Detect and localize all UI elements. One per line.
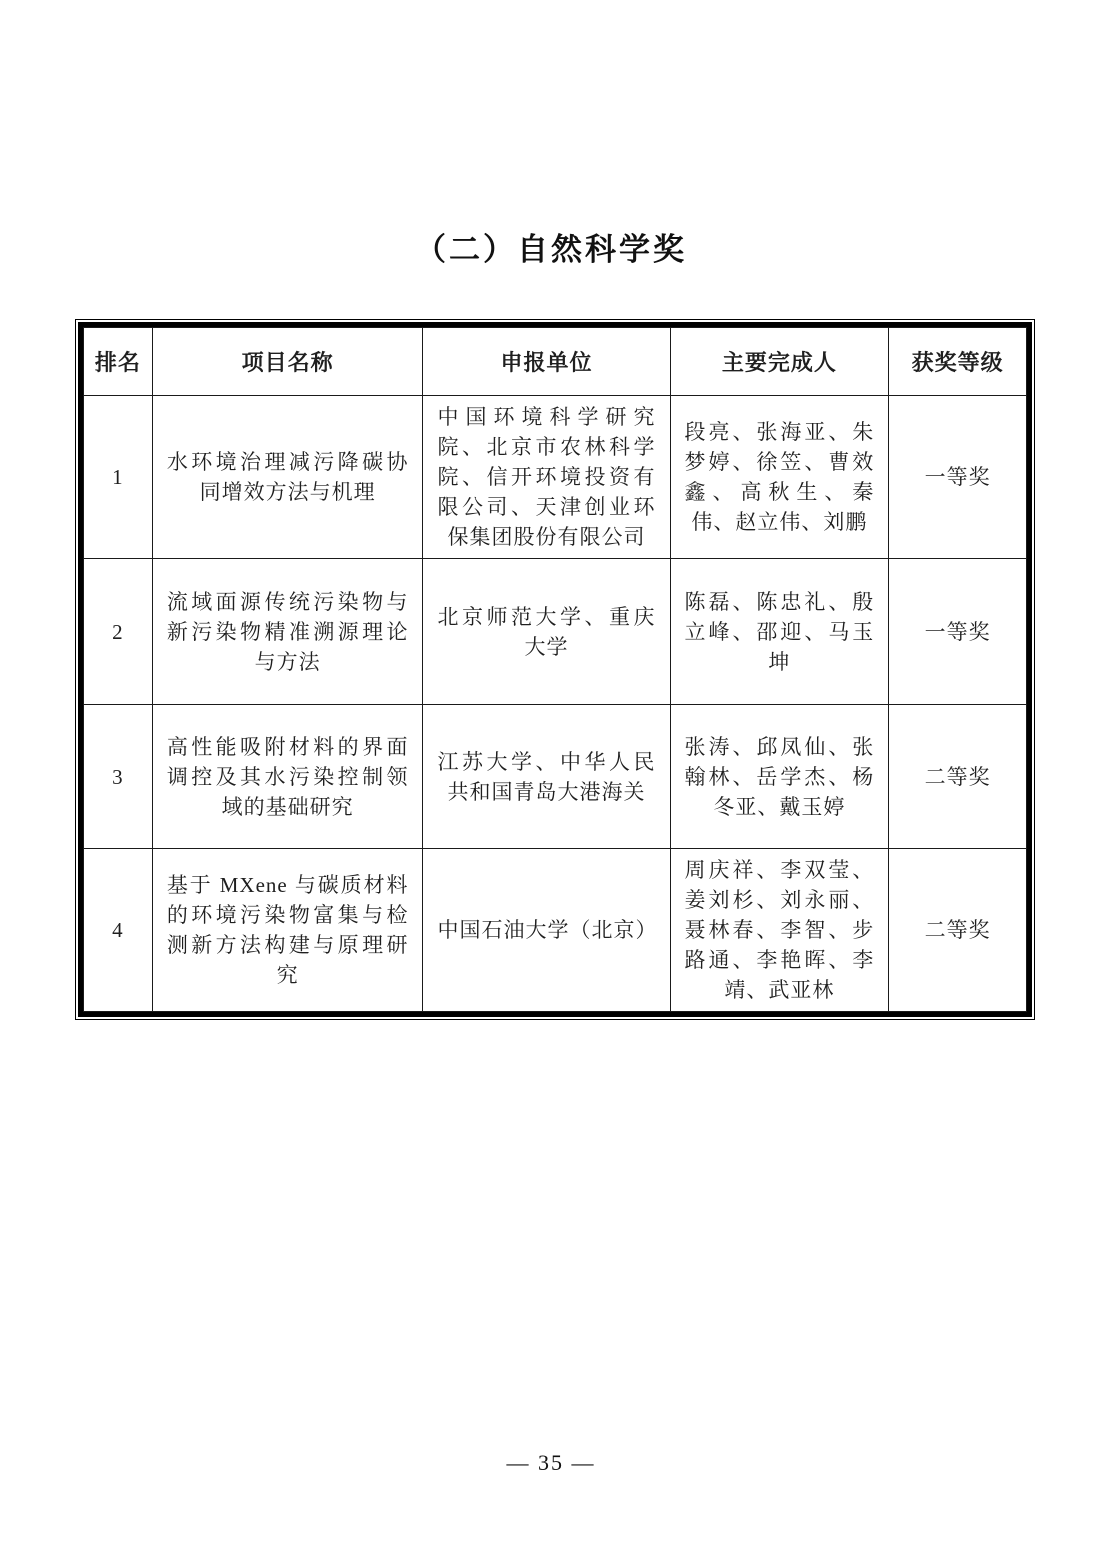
cell-people: 陈磊、陈忠礼、殷立峰、邵迎、马玉坤 — [670, 559, 889, 705]
cell-rank: 4 — [84, 849, 153, 1012]
awards-table-frame — [75, 319, 1035, 1020]
cell-award: 一等奖 — [889, 396, 1027, 559]
header-project: 项目名称 — [152, 328, 423, 396]
cell-project: 高性能吸附材料的界面调控及其水污染控制领域的基础研究 — [152, 705, 423, 849]
cell-project: 水环境治理减污降碳协同增效方法与机理 — [152, 396, 423, 559]
table-row — [84, 559, 1027, 705]
header-award: 获奖等级 — [889, 328, 1027, 396]
cell-project: 流域面源传统污染物与新污染物精准溯源理论与方法 — [152, 559, 423, 705]
table-row — [84, 396, 1027, 559]
awards-table — [83, 327, 1027, 1012]
cell-award: 二等奖 — [889, 849, 1027, 1012]
cell-org: 北京师范大学、重庆大学 — [423, 559, 670, 705]
cell-org: 中国环境科学研究院、北京市农林科学院、信开环境投资有限公司、天津创业环保集团股份有限公司 — [423, 396, 670, 559]
header-people: 主要完成人 — [670, 328, 889, 396]
awards-table-inner-border — [78, 322, 1032, 1017]
cell-rank: 3 — [84, 705, 153, 849]
cell-people: 周庆祥、李双莹、姜刘杉、刘永丽、聂林春、李智、步路通、李艳晖、李靖、武亚林 — [670, 849, 889, 1012]
table-row — [84, 849, 1027, 1012]
cell-org: 中国石油大学（北京） — [423, 849, 670, 1012]
cell-people: 张涛、邱凤仙、张翰林、岳学杰、杨冬亚、戴玉婷 — [670, 705, 889, 849]
table-row — [84, 705, 1027, 849]
page-number: — 35 — — [506, 1450, 596, 1475]
header-rank: 排名 — [84, 328, 153, 396]
cell-award: 二等奖 — [889, 705, 1027, 849]
header-org: 申报单位 — [423, 328, 670, 396]
table-header-row — [84, 328, 1027, 396]
cell-project: 基于 MXene 与碳质材料的环境污染物富集与检测新方法构建与原理研究 — [152, 849, 423, 1012]
cell-rank: 2 — [84, 559, 153, 705]
section-title: （二）自然科学奖 — [415, 232, 687, 267]
cell-award: 一等奖 — [889, 559, 1027, 705]
cell-people: 段亮、张海亚、朱梦婷、徐笠、曹效鑫、高秋生、秦伟、赵立伟、刘鹏 — [670, 396, 889, 559]
cell-rank: 1 — [84, 396, 153, 559]
cell-org: 江苏大学、中华人民共和国青岛大港海关 — [423, 705, 670, 849]
